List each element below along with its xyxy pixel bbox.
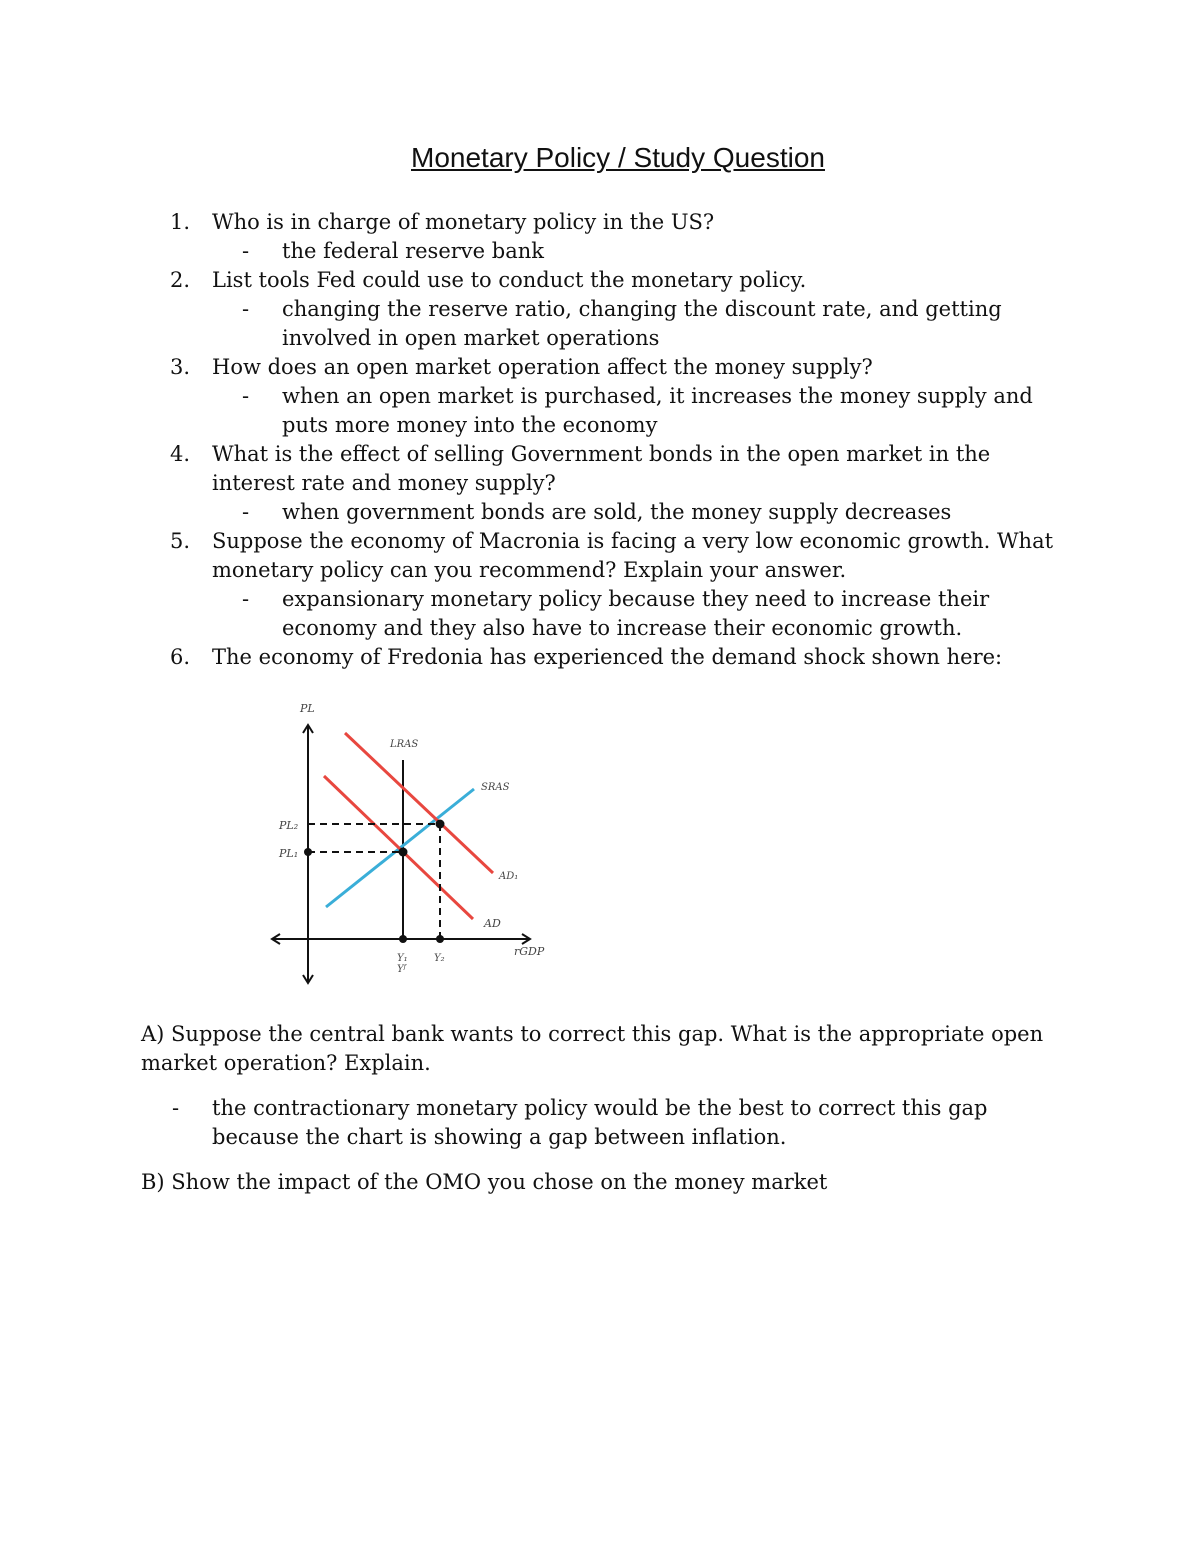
answer-text: changing the reserve ratio, changing the discount rate, and getting involved in open market operations — [282, 297, 1002, 350]
lras-label: LRAS — [390, 739, 419, 750]
pl1-label: PL₁ — [279, 847, 299, 860]
answer-text: expansionary monetary policy because they need to increase their economy and they also have to increase their economic growth. — [282, 587, 990, 640]
question-list — [170, 208, 1070, 672]
question-4 — [170, 440, 1070, 498]
question-number: 6. — [170, 645, 191, 669]
page-title: Monetary Policy / Study Question — [411, 142, 825, 173]
question-text: Who is in charge of monetary policy in the US? — [212, 210, 715, 234]
question-2 — [170, 266, 1070, 295]
ad1-label: AD₁ — [499, 871, 519, 882]
x-axis-label: rGDP — [514, 945, 545, 958]
question-text: The economy of Fredonia has experienced the demand shock shown here: — [212, 645, 1003, 669]
part-a-question: A) Suppose the central bank wants to correct this gap. What is the appropriate open market operation? Explain. — [141, 1022, 1044, 1075]
answer-5 — [242, 585, 1070, 643]
question-number: 4. — [170, 442, 191, 466]
yf-label: Yᶠ — [397, 964, 406, 975]
ad-line — [324, 776, 473, 919]
pl1-axis-point — [304, 848, 312, 856]
sras-label: SRAS — [481, 782, 510, 793]
question-1 — [170, 208, 1070, 237]
dash-bullet: - — [242, 384, 250, 408]
part-a-answer — [172, 1094, 1062, 1152]
question-5 — [170, 527, 1070, 585]
question-text: What is the effect of selling Government bonds in the open market in the interest rate and money supply? — [212, 442, 991, 495]
answer-text: when government bonds are sold, the money supply decreases — [282, 500, 952, 524]
answer-text: when an open market is purchased, it increases the money supply and puts more money into the economy — [282, 384, 1033, 437]
question-text: List tools Fed could use to conduct the monetary policy. — [212, 268, 807, 292]
equilibrium-point-2 — [436, 820, 445, 829]
question-number: 3. — [170, 355, 191, 379]
answer-3 — [242, 382, 1070, 440]
pl2-label: PL₂ — [279, 819, 299, 832]
answer-4 — [242, 498, 1070, 527]
ad-label: AD — [484, 917, 501, 930]
question-6 — [170, 643, 1070, 672]
question-number: 5. — [170, 529, 191, 553]
ad1-line — [345, 733, 493, 873]
dash-bullet: - — [242, 239, 250, 263]
question-number: 2. — [170, 268, 191, 292]
answer-text: the federal reserve bank — [282, 239, 544, 263]
equilibrium-point-1 — [399, 848, 408, 857]
y-axis-label: PL — [300, 702, 315, 715]
y2-axis-point — [436, 935, 444, 943]
dash-bullet: - — [242, 587, 250, 611]
y2-label: Y₂ — [434, 953, 445, 964]
answer-2 — [242, 295, 1070, 353]
y1-label: Y₁ — [397, 953, 408, 964]
ad-as-graph — [268, 695, 568, 995]
answer-1 — [242, 237, 1070, 266]
question-text: Suppose the economy of Macronia is facing a very low economic growth. What monetary policy can you recommend? Explain your answer. — [212, 529, 1054, 582]
part-b-question: B) Show the impact of the OMO you chose on the money market — [141, 1170, 828, 1194]
dash-bullet: - — [242, 297, 250, 321]
question-number: 1. — [170, 210, 191, 234]
dash-bullet: - — [242, 500, 250, 524]
question-text: How does an open market operation affect the money supply? — [212, 355, 873, 379]
question-3 — [170, 353, 1070, 382]
y1-axis-point — [399, 935, 407, 943]
answer-text: the contractionary monetary policy would be the best to correct this gap because the chart is showing a gap between inflation. — [212, 1096, 988, 1149]
dash-bullet: - — [172, 1096, 180, 1120]
